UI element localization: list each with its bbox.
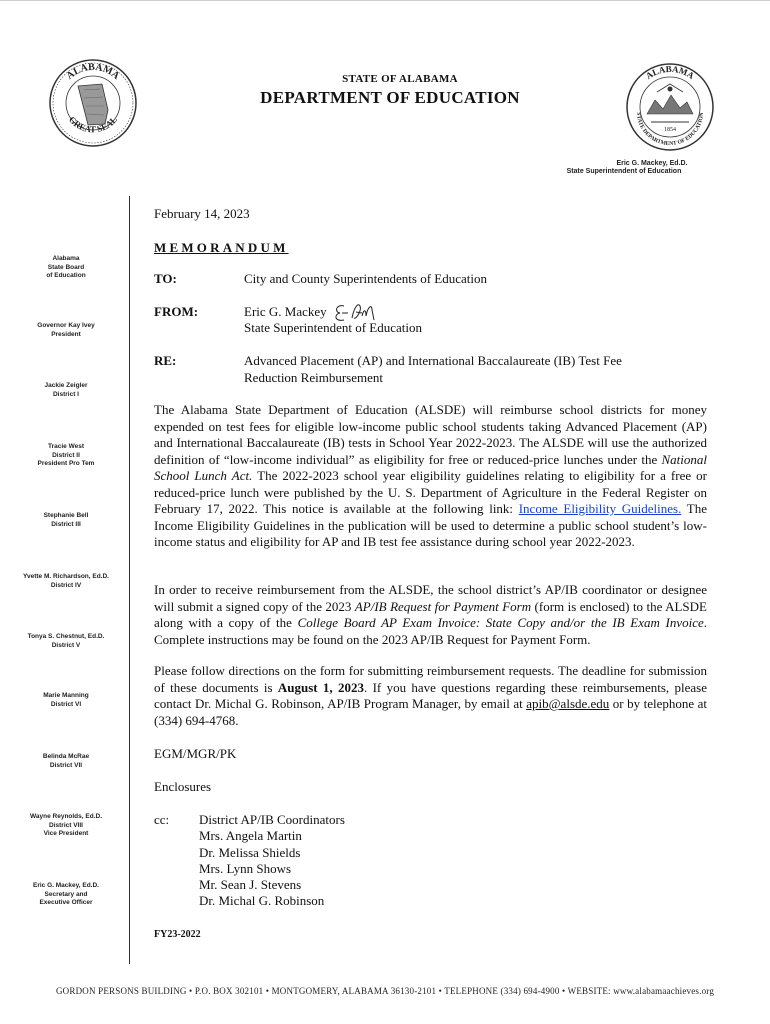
- right-seal-bottom-text: STATE DEPARTMENT OF EDUCATION: [634, 112, 706, 148]
- board-member-district-8: Wayne Reynolds, Ed.D. District VIII Vice President: [30, 813, 102, 837]
- from-label: FROM:: [154, 304, 199, 319]
- left-seal-top-text: ALABAMA: [64, 61, 122, 82]
- state-of-alabama-heading: STATE OF ALABAMA: [342, 73, 458, 85]
- board-member-district-5: Tonya S. Chestnut, Ed.D. District V: [27, 633, 105, 649]
- re-label: RE:: [154, 353, 177, 368]
- memo-initials: EGM/MGR/PK: [154, 746, 237, 761]
- fiscal-year-code: FY23-2022: [154, 929, 201, 940]
- re-line-1: Advanced Placement (AP) and International Baccalaureate (IB) Test Fee: [244, 353, 622, 368]
- department-of-education-heading: DEPARTMENT OF EDUCATION: [260, 88, 520, 107]
- to-label: TO:: [154, 271, 177, 286]
- email-link[interactable]: apib@alsde.edu: [526, 696, 610, 711]
- paragraph-3: Please follow directions on the form for submitting reimbursement requests. The deadline for submission of these documents is August 1, 2023. If you have questions regarding these reimbursements, please contact Dr. Michal G. Robinson, AP/IB Program Manager, by email at apib@alsde.edu or by telephone at (334) 694-4768.: [154, 663, 707, 728]
- cc-list: [199, 812, 345, 910]
- board-member-district-3: Stephanie Bell District III: [43, 512, 89, 528]
- footer-address: GORDON PERSONS BUILDING • P.O. BOX 302101 • MONTGOMERY, ALABAMA 36130-2101 • TELEPHONE (334) 694-4900 • WEBSITE: www.alabamaachieves.org: [55, 986, 715, 996]
- board-secretary: Eric G. Mackey, Ed.D. Secretary and Executive Officer: [33, 882, 99, 906]
- left-seal-bottom-text: GREAT SEAL: [66, 114, 120, 135]
- superintendent-name: Eric G. Mackey, Ed.D.: [616, 160, 688, 167]
- cc-item: Mrs. Angela Martin: [199, 828, 302, 844]
- cc-item: Mr. Sean J. Stevens: [199, 877, 302, 893]
- superintendent-title: State Superintendent of Education: [566, 168, 682, 175]
- sidebar-divider: [129, 196, 130, 964]
- svg-text:ALABAMA: [644, 64, 696, 81]
- cc-item: Dr. Melissa Shields: [199, 844, 301, 860]
- from-title: State Superintendent of Education: [244, 320, 422, 335]
- enclosures-label: Enclosures: [154, 779, 212, 794]
- board-member-governor: Governor Kay Ivey President: [37, 322, 95, 338]
- department-of-education-seal-icon: [625, 62, 715, 152]
- signature-icon: [330, 298, 390, 328]
- cc-item: Mrs. Lynn Shows: [199, 860, 292, 876]
- cc-label: cc:: [154, 812, 170, 827]
- re-line-2: Reduction Reimbursement: [244, 370, 384, 385]
- cc-item: Dr. Michal G. Robinson: [199, 893, 325, 909]
- page-top-border: [0, 0, 770, 1]
- right-seal-year: 1854: [664, 127, 676, 133]
- board-member-district-6: Marie Manning District VI: [43, 692, 89, 708]
- right-seal-top-text: ALABAMA: [643, 63, 697, 82]
- board-member-district-4: Yvette M. Richardson, Ed.D. District IV: [23, 573, 109, 589]
- to-value: City and County Superintendents of Education: [244, 271, 487, 286]
- memo-date: February 14, 2023: [154, 206, 250, 221]
- paragraph-2: In order to receive reimbursement from the ALSDE, the school district’s AP/IB coordinator or designee will submit a signed copy of the 2023 AP/IB Request for Payment Form (form is enclosed) to the ALSDE along with a copy of the College Board AP Exam Invoice: State Copy and/or the IB Exam Invoice. Complete instructions may be found on the 2023 AP/IB Request for Payment Form.: [154, 582, 707, 647]
- memo-heading: MEMORANDUM: [154, 240, 289, 255]
- from-name: Eric G. Mackey: [244, 304, 327, 319]
- board-member-district-2: Tracie West District II President Pro Tem: [37, 443, 95, 467]
- paragraph-1: The Alabama State Department of Education (ALSDE) will reimburse school districts for money expended on test fees for eligible low-income public school students taking Advanced Placement (AP) and International Baccalaureate (IB) tests in School Year 2022-2023. The ALSDE will use the authorized definition of “low-income individual” as eligibility for free or reduced-price lunches under the National School Lunch Act. The 2022-2023 school year eligibility guidelines relating to eligibility for a free or reduced-price lunch were published by the U. S. Department of Agriculture in the Federal Register on February 17, 2022. This notice is available at the following link: Income Eligibility Guidelines. The Income Eligibility Guidelines in the publication will be used to determine a public school student’s low-income status and eligibility for AP and IB test fee assistance during school year 2022-2023.: [154, 402, 707, 549]
- cc-item: District AP/IB Coordinators: [199, 812, 345, 827]
- board-member-district-1: Jackie Zeigler District I: [44, 382, 88, 398]
- board-member-district-7: Belinda McRae District VII: [42, 753, 90, 769]
- alabama-great-seal-icon: [48, 58, 138, 148]
- income-eligibility-guidelines-link[interactable]: Income Eligibility Guidelines.: [518, 501, 682, 516]
- board-heading: Alabama State Board of Education: [46, 255, 86, 279]
